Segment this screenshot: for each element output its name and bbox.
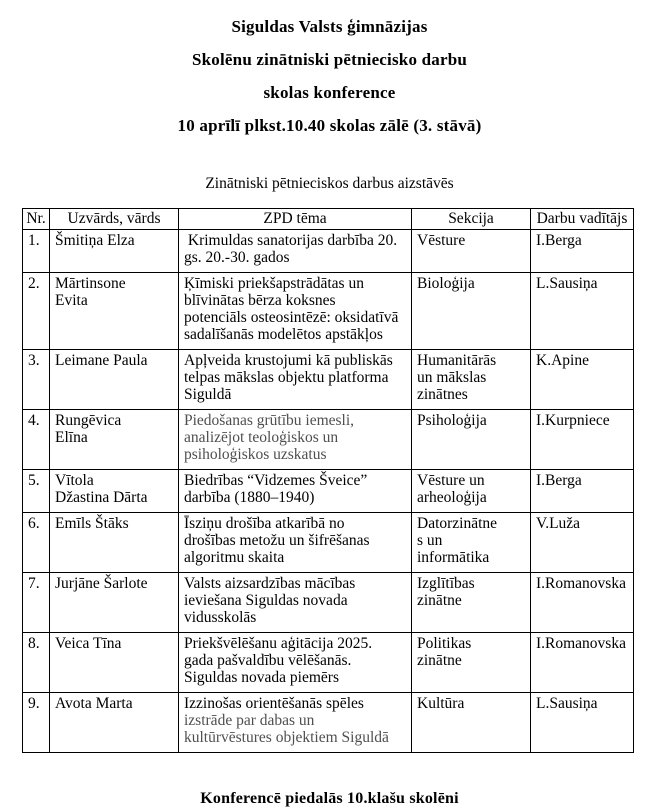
cell-text-line: zinātne bbox=[417, 652, 462, 669]
table-row bbox=[23, 573, 634, 633]
cell-text-line: Džastina Dārta bbox=[55, 489, 148, 506]
cell-nr: 3. bbox=[23, 350, 50, 410]
cell-name bbox=[50, 410, 179, 470]
cell-text-line: Piedošanas grūtību iemesli, bbox=[184, 412, 355, 429]
cell-text-line: Valsts aizsardzības mācības bbox=[184, 575, 356, 592]
cell-text-line: ieviešana Siguldas novada bbox=[184, 592, 348, 609]
cell-text-line: gs. 20.-30. gados bbox=[184, 249, 290, 266]
cell-name bbox=[50, 470, 179, 513]
cell-text-line: Veica Tīna bbox=[55, 635, 122, 652]
cell-text-line: izstrāde par dabas un bbox=[184, 712, 315, 729]
cell-text-line: Šmitiņa Elza bbox=[55, 232, 135, 249]
cell-text-line: Krimuldas sanatorijas darbība 20. bbox=[184, 232, 398, 249]
cell-theme bbox=[179, 573, 412, 633]
col-header-nr: Nr. bbox=[23, 209, 50, 230]
cell-text-line: Politikas bbox=[417, 635, 472, 652]
cell-theme bbox=[179, 230, 412, 273]
cell-theme bbox=[179, 470, 412, 513]
cell-text-line: kultūrvēstures objektiem Siguldā bbox=[184, 729, 389, 746]
cell-nr: 5. bbox=[23, 470, 50, 513]
table-header-row bbox=[23, 209, 634, 230]
col-header-section: Sekcija bbox=[412, 209, 531, 230]
cell-theme bbox=[179, 513, 412, 573]
cell-supervisor: I.Berga bbox=[531, 470, 634, 513]
col-header-theme: ZPD tēma bbox=[179, 209, 412, 230]
cell-section bbox=[412, 410, 531, 470]
table-row bbox=[23, 230, 634, 273]
cell-section bbox=[412, 573, 531, 633]
cell-theme bbox=[179, 633, 412, 693]
cell-text-line: Emīls Štāks bbox=[55, 515, 129, 532]
table-caption: Zinātniski pētnieciskos darbus aizstāvēs bbox=[205, 175, 454, 192]
cell-supervisor: K.Apine bbox=[531, 350, 634, 410]
cell-text-line: Vēsture un bbox=[417, 472, 485, 489]
cell-theme bbox=[179, 410, 412, 470]
table-row bbox=[23, 633, 634, 693]
cell-supervisor: L.Sausiņa bbox=[531, 693, 634, 753]
cell-text-line: algoritmu skaita bbox=[184, 549, 285, 566]
cell-supervisor: I.Kurpniece bbox=[531, 410, 634, 470]
cell-supervisor: I.Berga bbox=[531, 230, 634, 273]
table-row bbox=[23, 273, 634, 350]
cell-supervisor: I.Romanovska bbox=[531, 573, 634, 633]
cell-text-line: Īsziņu drošība atkarībā no bbox=[184, 515, 345, 532]
cell-nr: 1. bbox=[23, 230, 50, 273]
cell-text-line: Rungēvica bbox=[55, 412, 122, 429]
title-event-line-1: Skolēnu zinātniski pētniecisko darbu bbox=[191, 50, 468, 69]
cell-nr: 6. bbox=[23, 513, 50, 573]
cell-section bbox=[412, 470, 531, 513]
cell-text-line: vidusskolās bbox=[184, 609, 257, 626]
cell-supervisor: I.Romanovska bbox=[531, 633, 634, 693]
cell-nr: 2. bbox=[23, 273, 50, 350]
cell-section bbox=[412, 633, 531, 693]
cell-text-line: Jurjāne Šarlote bbox=[55, 575, 148, 592]
table-row bbox=[23, 470, 634, 513]
cell-text-line: Siguldā bbox=[184, 386, 232, 403]
cell-section bbox=[412, 350, 531, 410]
cell-text-line: Kultūra bbox=[417, 695, 465, 712]
cell-section bbox=[412, 693, 531, 753]
title-school: Siguldas Valsts ģimnāzijas bbox=[231, 17, 428, 36]
cell-section bbox=[412, 273, 531, 350]
footer-note: Konferencē piedalās 10.klašu skolēni bbox=[200, 790, 459, 807]
cell-text-line: Datorzinātne bbox=[417, 515, 498, 532]
cell-text-line: Evita bbox=[55, 292, 88, 309]
table-row bbox=[23, 350, 634, 410]
cell-nr: 8. bbox=[23, 633, 50, 693]
cell-text-line: darbība (1880–1940) bbox=[184, 489, 315, 506]
cell-text-line: potenciāls osteosintēzē: oksidatīvā bbox=[184, 309, 399, 326]
cell-text-line: zinātnes bbox=[417, 386, 468, 403]
cell-text-line: Avota Marta bbox=[55, 695, 133, 712]
cell-text-line: Izglītības bbox=[417, 575, 475, 592]
cell-name bbox=[50, 350, 179, 410]
cell-section bbox=[412, 513, 531, 573]
table-row bbox=[23, 410, 634, 470]
cell-name bbox=[50, 273, 179, 350]
cell-theme bbox=[179, 693, 412, 753]
cell-nr: 9. bbox=[23, 693, 50, 753]
table-row bbox=[23, 693, 634, 753]
cell-text-line: arheoloģija bbox=[417, 489, 487, 506]
cell-text-line: s un bbox=[417, 532, 443, 549]
col-header-supervisor: Darbu vadītājs bbox=[531, 209, 634, 230]
cell-text-line: Psiholoģija bbox=[417, 412, 487, 429]
cell-text-line: un mākslas bbox=[417, 369, 487, 386]
cell-supervisor: L.Sausiņa bbox=[531, 273, 634, 350]
cell-section bbox=[412, 230, 531, 273]
cell-text-line: Bioloģija bbox=[417, 275, 475, 292]
cell-text-line: Vītola bbox=[55, 472, 94, 489]
col-header-name: Uzvārds, vārds bbox=[50, 209, 179, 230]
cell-text-line: sadalīšanās modelētos apstākļos bbox=[184, 326, 383, 343]
cell-text-line: Priekšvēlēšanu aģitācija 2025. bbox=[184, 635, 373, 652]
title-datetime: 10 aprīlī plkst.10.40 skolas zālē (3. stāvā) bbox=[177, 116, 482, 135]
cell-name bbox=[50, 693, 179, 753]
title-event-line-2: skolas konference bbox=[263, 83, 396, 102]
cell-name bbox=[50, 573, 179, 633]
cell-supervisor: V.Luža bbox=[531, 513, 634, 573]
cell-name bbox=[50, 633, 179, 693]
cell-text-line: drošības metožu un šifrēšanas bbox=[184, 532, 370, 549]
cell-nr: 7. bbox=[23, 573, 50, 633]
cell-text-line: Biedrības “Vidzemes Šveice” bbox=[184, 472, 368, 489]
cell-name bbox=[50, 230, 179, 273]
cell-text-line: analizējot teoloģiskos un bbox=[184, 429, 339, 446]
cell-text-line: blīvinātas bērza koksnes bbox=[184, 292, 336, 309]
cell-text-line: Izzinošas orientēšanās spēles bbox=[184, 695, 364, 712]
cell-text-line: Siguldas novada piemērs bbox=[184, 669, 339, 686]
cell-text-line: Vēsture bbox=[417, 232, 466, 249]
conference-schedule-table bbox=[22, 208, 634, 753]
cell-text-line: Leimane Paula bbox=[55, 352, 148, 369]
cell-text-line: zinātne bbox=[417, 592, 462, 609]
cell-text-line: gada pašvaldību vēlēšanās. bbox=[184, 652, 352, 669]
cell-text-line: Ķīmiski priekšapstrādātas un bbox=[184, 275, 364, 292]
cell-theme bbox=[179, 350, 412, 410]
cell-text-line: informātika bbox=[417, 549, 490, 566]
cell-text-line: Elīna bbox=[55, 429, 88, 446]
cell-text-line: telpas mākslas objektu platforma bbox=[184, 369, 389, 386]
table-row bbox=[23, 513, 634, 573]
cell-text-line: Humanitārās bbox=[417, 352, 497, 369]
cell-text-line: Mārtinsone bbox=[55, 275, 126, 292]
title-block bbox=[0, 0, 659, 136]
cell-text-line: psiholoģiskos uzskatus bbox=[184, 446, 327, 463]
cell-nr: 4. bbox=[23, 410, 50, 470]
cell-theme bbox=[179, 273, 412, 350]
table-body bbox=[23, 230, 634, 753]
cell-text-line: Apļveida krustojumi kā publiskās bbox=[184, 352, 393, 369]
cell-name bbox=[50, 513, 179, 573]
